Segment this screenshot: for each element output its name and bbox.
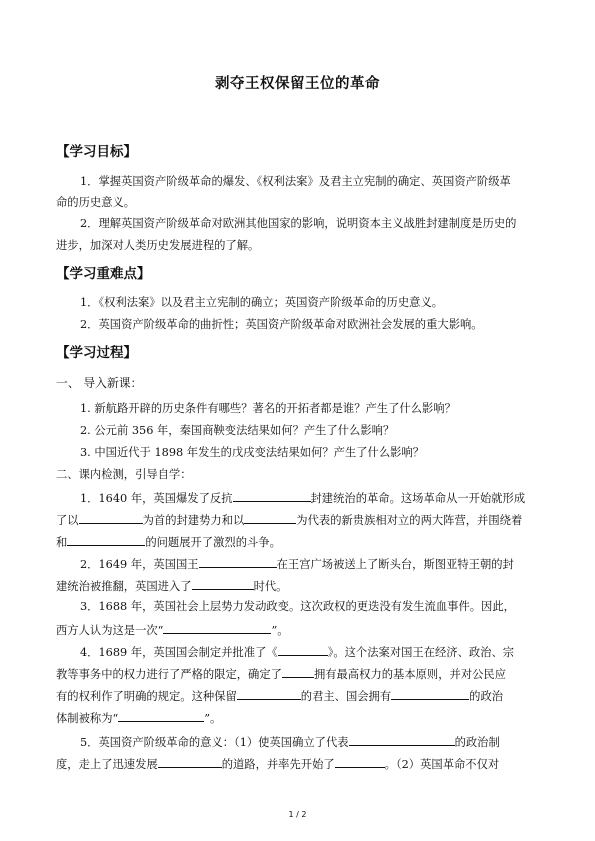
- answer-blank[interactable]: [282, 666, 314, 678]
- text: 的君主、国会拥有: [300, 690, 392, 703]
- item-4-line-1: [80, 644, 514, 660]
- answer-blank[interactable]: [67, 534, 145, 546]
- page-title: 剥夺王权保留王位的革命: [215, 76, 380, 92]
- item-4-line-3: [56, 688, 503, 704]
- answer-blank[interactable]: [233, 490, 311, 502]
- question-3: 3. 中国近代于 1898 年发生的戊戌变法结果如何？产生了什么影响？: [80, 446, 425, 459]
- answer-blank[interactable]: [158, 756, 222, 768]
- text: 封建统治的革命。这场革命从一开始就形成: [310, 492, 526, 505]
- text: 了以: [56, 514, 79, 527]
- text: 为首的封建势力和以: [142, 514, 245, 527]
- text: 在王宫广场被送上了断头台，斯图亚特王朝的封: [276, 558, 514, 571]
- question-1: 1. 新航路开辟的历史条件有哪些？著名的开拓者都是谁？产生了什么影响？: [80, 402, 456, 415]
- text: 教等事务中的权力进行了严格的限定，确定了: [56, 668, 282, 681]
- answer-blank[interactable]: [79, 512, 143, 524]
- key-heading: 【学习重难点】: [56, 266, 151, 282]
- text: 的问题展开了激烈的斗争。: [145, 536, 281, 549]
- answer-blank[interactable]: [278, 644, 328, 656]
- text: 度，走上了迅速发展: [56, 758, 158, 771]
- item-1-line-3: [56, 534, 281, 550]
- text: 的政治制: [454, 736, 500, 749]
- answer-blank[interactable]: [192, 578, 254, 590]
- answer-blank[interactable]: [335, 756, 385, 768]
- answer-blank[interactable]: [244, 512, 296, 524]
- item-1-line-2: [56, 512, 522, 528]
- section-1-heading: 一、 导入新课：: [56, 376, 143, 390]
- item-2-line-1: [80, 556, 514, 572]
- text: 1．1640 年，英国爆发了反抗: [80, 492, 233, 505]
- text: 》。这个法案对国王在经济、政治、宗: [327, 646, 515, 659]
- item-5-line-2: [56, 756, 499, 772]
- text: 拥有最高权力的基本原则，并对公民应: [313, 668, 507, 681]
- item-1-line-1: [80, 490, 525, 506]
- text: ”。: [271, 624, 289, 637]
- text: 的政治: [469, 690, 504, 703]
- text: 2．1649 年，英国国王: [80, 558, 199, 571]
- text: ”。: [204, 712, 222, 725]
- answer-blank[interactable]: [199, 556, 277, 568]
- text: 为代表的新贵族相对立的两大阵营，并围绕着: [296, 514, 523, 527]
- answer-blank[interactable]: [163, 622, 271, 634]
- goals-line-2: 命的历史意义。: [56, 196, 136, 209]
- item-4-line-4: [56, 710, 221, 726]
- item-5-line-1: [80, 734, 500, 750]
- text: 体制被称为“: [56, 712, 119, 725]
- item-2-line-2: [56, 578, 287, 594]
- key-line-1: 1．《权利法案》以及君主立宪制的确立；英国资产阶级革命的历史意义。: [80, 296, 444, 309]
- text: 西方人认为这是一次“: [56, 624, 164, 637]
- text: 建统治被推翻，英国进入了: [56, 580, 192, 593]
- goals-heading: 【学习目标】: [56, 144, 137, 160]
- key-line-2: 2．英国资产阶级革命的曲折性；英国资产阶级革命对欧洲社会发展的重大影响。: [80, 318, 483, 331]
- item-4-line-2: [56, 666, 506, 682]
- text: 。（2）英国革命不仅对: [384, 758, 500, 771]
- answer-blank[interactable]: [349, 734, 455, 746]
- page-number: 1 / 2: [288, 810, 307, 819]
- process-heading: 【学习过程】: [56, 345, 137, 361]
- answer-blank[interactable]: [118, 710, 204, 722]
- answer-blank[interactable]: [391, 688, 469, 700]
- text: 有的权利作了明确的规定。这种保留: [56, 690, 237, 703]
- text: 5．英国资产阶级革命的意义：（1）使英国确立了代表: [80, 736, 349, 749]
- item-3-line-2: [56, 622, 289, 638]
- text: 4．1689 年，英国国会制定并批准了《: [80, 646, 278, 659]
- question-2: 2. 公元前 356 年，秦国商鞅变法结果如何？产生了什么影响？: [80, 424, 395, 437]
- answer-blank[interactable]: [237, 688, 301, 700]
- text: 时代。: [253, 580, 288, 593]
- goals-line-1: 1．掌握英国资产阶级革命的爆发、《权利法案》及君主立宪制的确定、英国资产阶级革: [80, 175, 511, 188]
- goals-line-3: 2．理解英国资产阶级革命对欧洲其他国家的影响，说明资本主义战胜封建制度是历史的: [80, 217, 517, 230]
- item-3-line-1: 3．1688 年，英国社会上层势力发动政变。这次政权的更迭没有发生流血事件。因此，: [80, 600, 515, 613]
- text: 和: [56, 536, 68, 549]
- text: 的道路，并率先开始了: [221, 758, 335, 771]
- section-2-heading: 二、课内检测，引导自学：: [56, 468, 192, 481]
- goals-line-4: 进步，加深对人类历史发展进程的了解。: [56, 239, 260, 252]
